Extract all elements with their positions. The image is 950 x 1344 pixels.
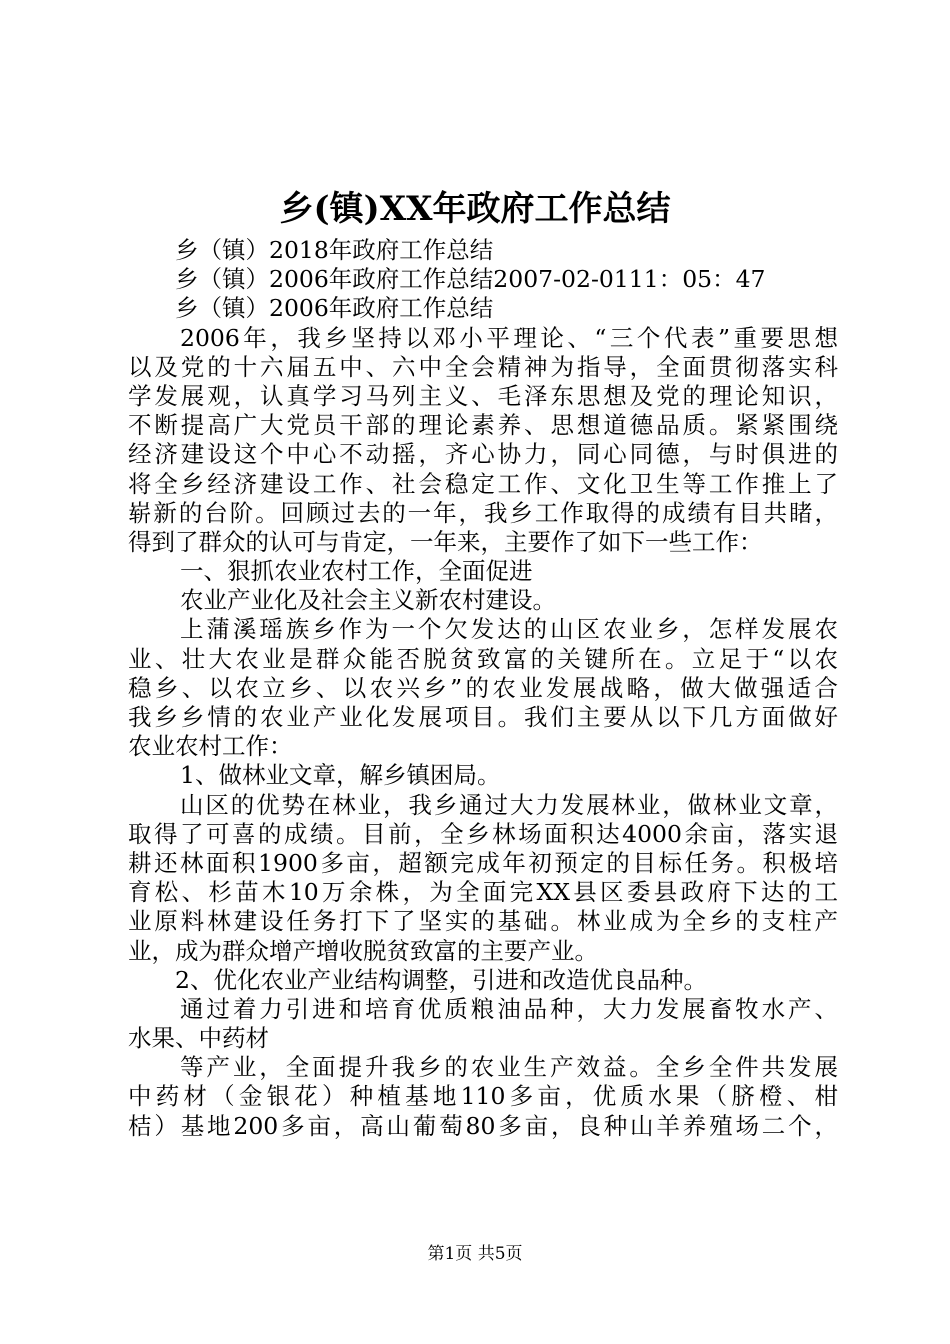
text-line: 1、做林业文章，解乡镇困局。 xyxy=(180,761,501,790)
text-line: 取得了可喜的成绩。目前，全乡林场面积达4000余亩，落实退 xyxy=(128,819,838,848)
text-line: 等产业，全面提升我乡的农业生产效益。全乡全件共发展 xyxy=(180,1053,838,1082)
text-line: 乡（镇）2006年政府工作总结2007-02-0111：05：47 xyxy=(175,265,766,294)
text-line: 水果、中药材 xyxy=(128,1024,269,1053)
text-line: 农业产业化及社会主义新农村建设。 xyxy=(180,586,556,615)
text-line: 以及党的十六届五中、六中全会精神为指导，全面贯彻落实科 xyxy=(128,352,838,381)
text-line: 经济建设这个中心不动摇，齐心协力，同心同德，与时俱进的 xyxy=(128,440,838,469)
text-line: 得到了群众的认可与肯定，一年来，主要作了如下一些工作： xyxy=(128,527,763,556)
text-line: 乡（镇）2006年政府工作总结 xyxy=(175,294,494,323)
page-footer: 第1页 共5页 xyxy=(427,1244,523,1264)
text-line: 山区的优势在林业，我乡通过大力发展林业，做林业文章， xyxy=(180,790,838,819)
text-line: 稳乡、以农立乡、以农兴乡”的农业发展战略，做大做强适合 xyxy=(128,673,838,702)
text-line: 将全乡经济建设工作、社会稳定工作、文化卫生等工作推上了 xyxy=(128,469,838,498)
text-line: 业，成为群众增产增收脱贫致富的主要产业。 xyxy=(128,936,598,965)
text-line: 2、优化农业产业结构调整，引进和改造优良品种。 xyxy=(175,965,707,994)
text-line: 学发展观，认真学习马列主义、毛泽东思想及党的理论知识， xyxy=(128,381,838,410)
text-line: 崭新的台阶。回顾过去的一年，我乡工作取得的成绩有目共睹， xyxy=(128,498,838,527)
text-line: 中药材（金银花）种植基地110多亩，优质水果（脐橙、柑 xyxy=(128,1082,838,1111)
text-line: 2006年，我乡坚持以邓小平理论、“三个代表”重要思想 xyxy=(180,323,838,352)
text-line: 业原料林建设任务打下了坚实的基础。林业成为全乡的支柱产 xyxy=(128,907,838,936)
text-line: 上蒲溪瑶族乡作为一个欠发达的山区农业乡，怎样发展农 xyxy=(180,615,838,644)
text-line: 一、狠抓农业农村工作，全面促进 xyxy=(180,557,533,586)
document-title: 乡(镇)XX年政府工作总结 xyxy=(279,189,671,229)
text-line: 育松、杉苗木10万余株，为全面完XX县区委县政府下达的工 xyxy=(128,878,838,907)
text-line: 不断提高广大党员干部的理论素养、思想道德品质。紧紧围绕 xyxy=(128,411,838,440)
document-body xyxy=(128,236,838,1141)
text-line: 耕还林面积1900多亩，超额完成年初预定的目标任务。积极培 xyxy=(128,848,838,877)
text-line: 业、壮大农业是群众能否脱贫致富的关键所在。立足于“以农 xyxy=(128,644,838,673)
text-line: 农业农村工作： xyxy=(128,732,293,761)
text-line: 我乡乡情的农业产业化发展项目。我们主要从以下几方面做好 xyxy=(128,703,838,731)
text-line: 乡（镇）2018年政府工作总结 xyxy=(175,236,494,264)
text-line: 通过着力引进和培育优质粮油品种，大力发展畜牧水产、 xyxy=(180,994,838,1023)
text-line: 桔）基地200多亩，高山葡萄80多亩，良种山羊养殖场二个， xyxy=(128,1111,838,1140)
